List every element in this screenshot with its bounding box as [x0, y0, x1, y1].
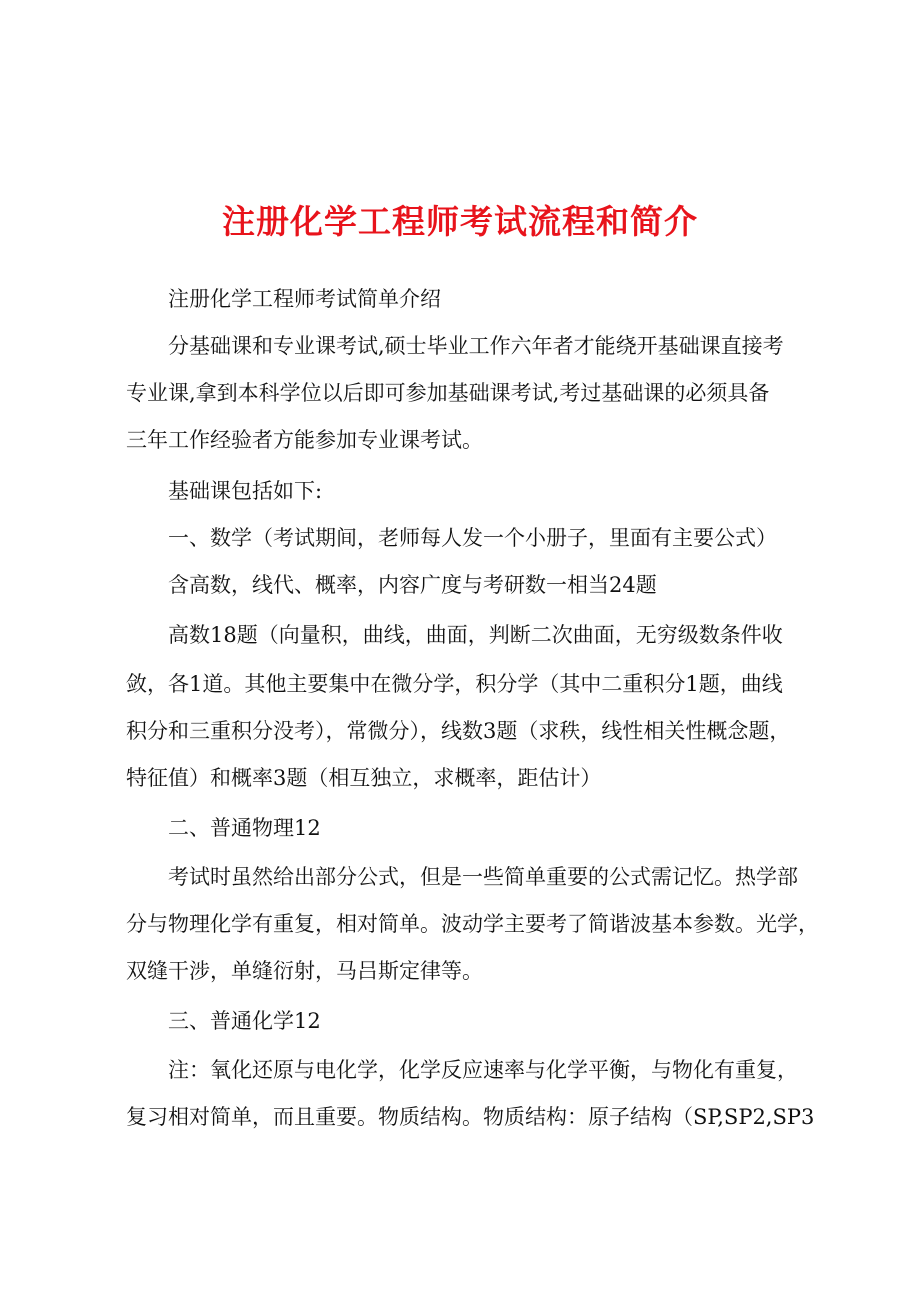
paragraph-line: 一、数学（考试期间，老师每人发一个小册子，里面有主要公式）	[168, 526, 777, 550]
document-title: 注册化学工程师考试流程和简介	[222, 202, 698, 241]
paragraph-line: 分与物理化学有重复，相对简单。波动学主要考了简谐波基本参数。光学，	[126, 912, 819, 936]
paragraph-line: 积分和三重积分没考），常微分），线数3题（求秩，线性相关性概念题，	[126, 719, 791, 743]
paragraph-line: 高数18题（向量积，曲线，曲面，判断二次曲面，无穷级数条件收	[168, 623, 783, 647]
paragraph-line: 注册化学工程师考试简单介绍	[168, 287, 441, 311]
paragraph-line: 三年工作经验者方能参加专业课考试。	[126, 428, 483, 452]
paragraph-line: 含高数，线代、概率，内容广度与考研数一相当24题	[168, 573, 657, 597]
paragraph-line: 注：氧化还原与电化学，化学反应速率与化学平衡，与物化有重复，	[168, 1058, 798, 1082]
paragraph-line: 基础课包括如下:	[168, 479, 323, 503]
section-heading: 三、普通化学12	[168, 1009, 321, 1033]
paragraph-line: 特征值）和概率3题（相互独立，求概率，距估计）	[126, 766, 602, 790]
paragraph-line: 复习相对简单，而且重要。物质结构。物质结构：原子结构（SP,SP2,SP3	[126, 1105, 815, 1129]
paragraph-line: 双缝干涉，单缝衍射，马吕斯定律等。	[126, 959, 483, 983]
paragraph-line: 专业课,拿到本科学位以后即可参加基础课考试,考过基础课的必须具备	[126, 381, 770, 405]
paragraph-line: 考试时虽然给出部分公式，但是一些简单重要的公式需记忆。热学部	[168, 865, 798, 889]
section-heading: 二、普通物理12	[168, 816, 321, 840]
paragraph-line: 分基础课和专业课考试,硕士毕业工作六年者才能绕开基础课直接考	[168, 334, 784, 358]
paragraph-line: 敛，各1道。其他主要集中在微分学，积分学（其中二重积分1题，曲线	[126, 672, 783, 696]
